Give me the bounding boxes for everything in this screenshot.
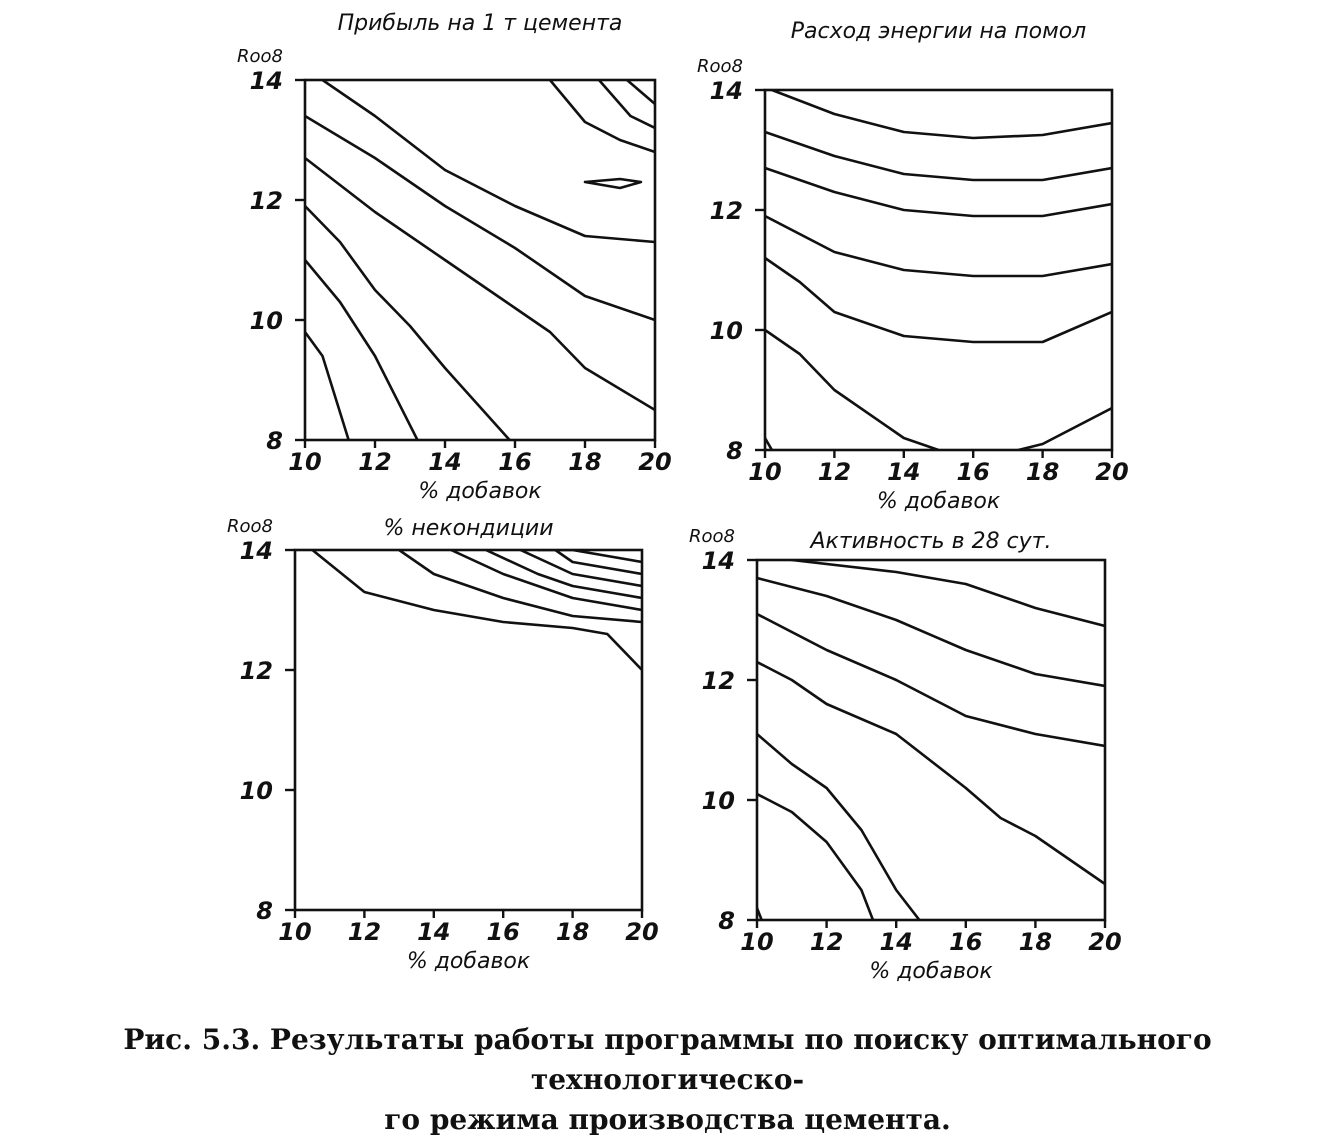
- contour-line: [521, 550, 643, 586]
- x-axis-label: % добавок: [876, 489, 1001, 514]
- contour-line: [599, 80, 655, 128]
- contour-line: [312, 550, 642, 670]
- x-tick-label: 14: [417, 918, 451, 946]
- y-tick-label: 14: [709, 77, 743, 105]
- y-axis-label: Roo8: [697, 56, 743, 77]
- x-tick-label: 20: [1088, 928, 1122, 956]
- plot-frame: [765, 90, 1112, 450]
- x-tick-label: 14: [887, 458, 921, 486]
- panel-energy: [697, 19, 1129, 514]
- plot-frame: [757, 560, 1105, 920]
- x-tick-label: 18: [1025, 458, 1060, 486]
- y-tick-label: 10: [709, 317, 743, 345]
- x-axis-label: % добавок: [406, 949, 531, 974]
- x-tick-label: 16: [949, 928, 983, 956]
- y-tick-label: 10: [249, 307, 283, 335]
- y-axis-label: Roo8: [689, 526, 735, 547]
- contour-line: [765, 216, 1112, 276]
- contour-line: [305, 332, 351, 446]
- x-tick-label: 20: [1095, 458, 1129, 486]
- y-tick-label: 12: [701, 667, 735, 695]
- x-tick-label: 12: [817, 458, 852, 486]
- contour-group: [305, 80, 655, 446]
- contour-line: [757, 578, 1105, 686]
- x-tick-label: 12: [358, 448, 392, 476]
- y-axis-label: Roo8: [227, 516, 273, 537]
- caption-line-2: го режима производства цемента.: [384, 1103, 951, 1136]
- x-tick-label: 10: [278, 918, 312, 946]
- y-tick-label: 12: [709, 197, 743, 225]
- contour-group: [757, 560, 1105, 926]
- x-tick-label: 16: [486, 918, 520, 946]
- x-tick-label: 20: [625, 918, 659, 946]
- x-tick-label: 18: [555, 918, 590, 946]
- contour-line: [792, 560, 1105, 626]
- panel-profit: [237, 11, 672, 504]
- y-tick-label: 14: [701, 547, 735, 575]
- x-tick-label: 12: [347, 918, 382, 946]
- x-tick-label: 10: [740, 928, 774, 956]
- contour-line: [585, 179, 641, 188]
- contour-line: [765, 330, 939, 450]
- contour-line: [765, 258, 1112, 342]
- contour-line: [772, 90, 1112, 138]
- y-tick-label: 12: [249, 187, 283, 215]
- contour-line: [305, 260, 421, 446]
- contour-line: [305, 116, 655, 320]
- y-tick-label: 8: [266, 427, 283, 455]
- chart-title: Активность в 28 сут.: [810, 529, 1052, 554]
- caption-line-1: Рис. 5.3. Результаты работы программы по поиску оптимального технологическо-: [123, 1023, 1212, 1096]
- y-tick-label: 14: [239, 537, 273, 565]
- x-tick-label: 10: [288, 448, 322, 476]
- x-axis-label: % добавок: [418, 479, 542, 504]
- x-tick-label: 10: [748, 458, 782, 486]
- x-tick-label: 18: [568, 448, 602, 476]
- contour-line: [765, 132, 1112, 180]
- x-tick-label: 16: [956, 458, 990, 486]
- panel-defect: [227, 516, 659, 974]
- contour-line: [627, 80, 655, 104]
- x-tick-label: 14: [879, 928, 913, 956]
- contour-group: [765, 90, 1112, 450]
- y-tick-label: 12: [239, 657, 273, 685]
- y-tick-label: 8: [718, 907, 735, 935]
- y-tick-label: 10: [701, 787, 735, 815]
- y-tick-label: 10: [239, 777, 273, 805]
- x-tick-label: 16: [498, 448, 532, 476]
- chart-title: Расход энергии на помол: [790, 19, 1087, 44]
- contour-line: [538, 550, 642, 562]
- plot-frame: [305, 80, 655, 440]
- y-tick-label: 14: [249, 67, 283, 95]
- x-tick-label: 12: [809, 928, 844, 956]
- contour-line: [305, 158, 655, 410]
- contour-line: [765, 168, 1112, 216]
- contour-line: [757, 734, 924, 926]
- y-tick-label: 8: [726, 437, 743, 465]
- contour-line: [757, 662, 1105, 884]
- x-tick-label: 20: [638, 448, 672, 476]
- x-tick-label: 18: [1018, 928, 1053, 956]
- chart-title: % некондиции: [383, 516, 554, 541]
- y-tick-label: 8: [256, 897, 273, 925]
- contour-line: [323, 80, 656, 242]
- contour-line: [305, 206, 515, 446]
- contour-line: [757, 794, 875, 926]
- chart-title: Прибыль на 1 т цемента: [337, 11, 623, 36]
- x-tick-label: 14: [428, 448, 462, 476]
- x-axis-label: % добавок: [869, 959, 993, 984]
- contour-line: [1018, 408, 1112, 450]
- y-axis-label: Roo8: [237, 46, 283, 67]
- panel-activity: [689, 526, 1122, 984]
- contour-group: [312, 550, 642, 670]
- plot-frame: [295, 550, 642, 910]
- figure-caption: [0, 1020, 1335, 1140]
